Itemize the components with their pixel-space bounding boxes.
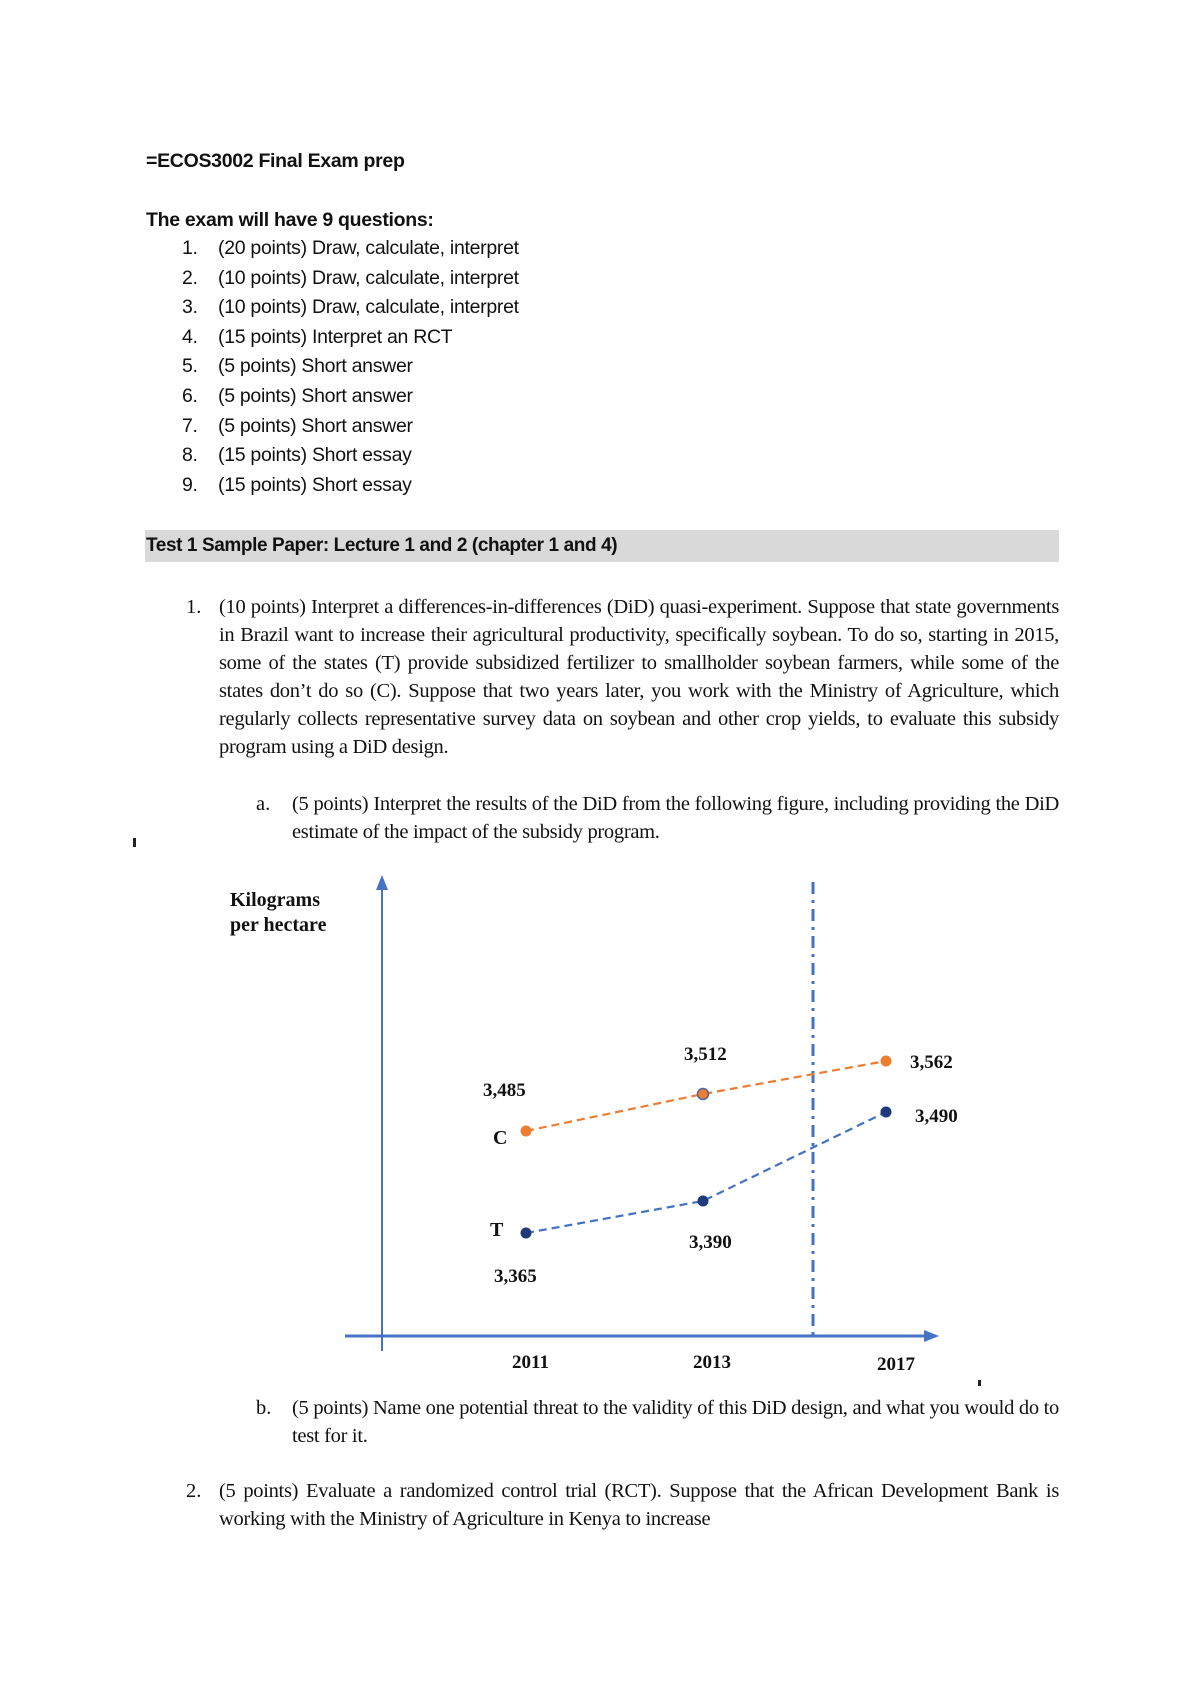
data-label-t-2011: 3,365 [494, 1266, 537, 1287]
section-heading: Test 1 Sample Paper: Lecture 1 and 2 (chapter 1 and 4) [146, 535, 618, 556]
margin-mark [978, 1380, 981, 1386]
data-label-t-2017: 3,490 [915, 1106, 958, 1127]
question-2-text: (5 points) Evaluate a randomized control trial (RCT). Suppose that the African Development Bank is working with the Ministry of Agriculture in Kenya to increase [219, 1480, 1059, 1530]
question-1a-label: a. [256, 793, 271, 815]
item-number: 6. [182, 384, 198, 407]
document-title: =ECOS3002 Final Exam prep [146, 150, 405, 172]
series-t-marker [521, 1228, 532, 1239]
data-label-c-2013: 3,512 [684, 1044, 727, 1065]
item-number: 3. [182, 296, 198, 319]
question-2-number: 2. [186, 1480, 202, 1502]
item-text: (10 points) Draw, calculate, interpret [218, 266, 519, 289]
item-text: (15 points) Short essay [218, 473, 412, 496]
item-number: 2. [182, 266, 198, 289]
x-tick-label-2013: 2013 [693, 1352, 731, 1373]
item-text: (5 points) Short answer [218, 414, 413, 437]
exam-intro: The exam will have 9 questions: [146, 209, 434, 231]
x-tick-label-2017: 2017 [877, 1354, 915, 1375]
item-text: (15 points) Interpret an RCT [218, 325, 453, 348]
data-label-c-2011: 3,485 [483, 1080, 526, 1101]
y-axis-label-line-1: Kilograms [230, 889, 320, 911]
item-text: (20 points) Draw, calculate, interpret [218, 237, 519, 259]
question-1-number: 1. [186, 596, 202, 618]
data-label-c-2017: 3,562 [910, 1052, 953, 1073]
x-tick-label-2011: 2011 [512, 1352, 549, 1373]
item-number: 4. [182, 325, 198, 348]
series-t-line [526, 1112, 886, 1233]
y-axis-arrow-icon [376, 875, 388, 890]
series-c-marker [698, 1089, 709, 1100]
item-number: 7. [182, 414, 198, 437]
y-axis-label-line-2: per hectare [230, 914, 327, 936]
question-1-text: (10 points) Interpret a differences-in-differences (DiD) quasi-experiment. Suppose that state governments in Brazil want to increase their agricultural productivity, specifically soybean. To do so, starting in 2015, some of the states (T) provide subsidized fertilizer to smallholder soybean farmers, while some of the states don’t do so (C). Suppose that two years later, you work with the Ministry of Agriculture, which regularly collects representative survey data on soybean and other crop yields, to evaluate this subsidy program using a DiD design. [219, 596, 1059, 758]
item-number: 9. [182, 473, 198, 496]
question-1b-label: b. [256, 1397, 272, 1419]
series-c-name: C [493, 1127, 508, 1149]
series-c-marker [521, 1126, 532, 1137]
x-axis-arrow-icon [924, 1330, 939, 1342]
series-t-name: T [490, 1219, 504, 1241]
data-label-t-2013: 3,390 [689, 1232, 732, 1253]
item-text: (15 points) Short essay [218, 444, 412, 467]
item-text: (5 points) Short answer [218, 355, 413, 378]
question-1b-text: (5 points) Name one potential threat to the validity of this DiD design, and what you would do to test for it. [292, 1397, 1059, 1447]
item-number: 8. [182, 444, 198, 467]
item-text: (5 points) Short answer [218, 384, 413, 407]
question-1a-text: (5 points) Interpret the results of the DiD from the following figure, including providing the DiD estimate of the impact of the subsidy program. [292, 793, 1059, 843]
item-text: (10 points) Draw, calculate, interpret [218, 296, 519, 319]
series-c-marker [881, 1056, 892, 1067]
series-t-marker [881, 1107, 892, 1118]
item-number: 1. [182, 237, 198, 259]
item-number: 5. [182, 355, 198, 378]
series-t-marker [698, 1196, 709, 1207]
